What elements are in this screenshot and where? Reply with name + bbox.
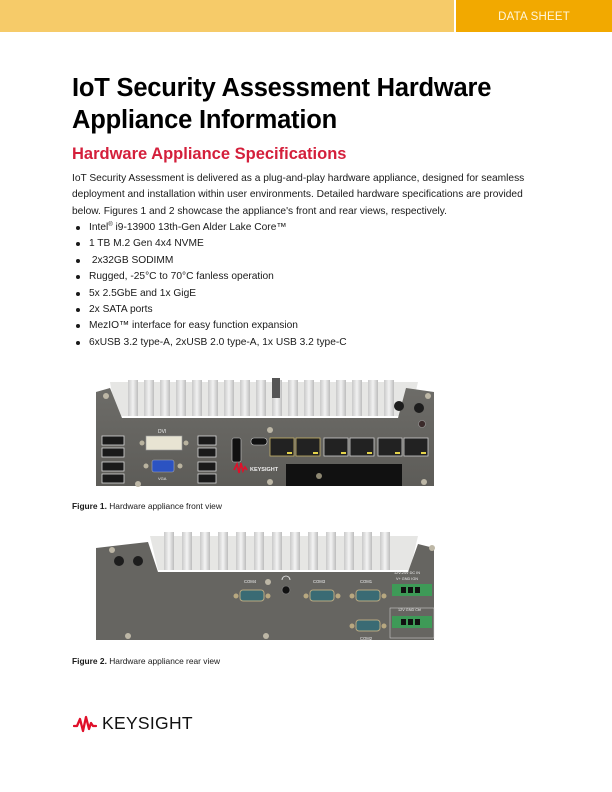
figure-1-caption: Figure 1. Hardware appliance front view: [72, 501, 222, 511]
keysight-wordmark: KEYSIGHT: [102, 713, 193, 733]
bullet-icon: [76, 324, 80, 328]
keysight-logo: [73, 713, 193, 734]
svg-text:KEYSIGHT: KEYSIGHT: [250, 467, 279, 473]
spec-item-storage: 1 TB M.2 Gen 4x4 NVME: [72, 236, 347, 252]
spec-item-usb: 6xUSB 3.2 type-A, 2xUSB 2.0 type-A, 1x USB 3.2 type-C: [72, 335, 347, 351]
figure-front-view-image: [88, 378, 440, 490]
page-title: IoT Security Assessment Hardware Appliance Information: [72, 74, 492, 134]
spec-item-memory: 2x32GB SODIMM: [72, 253, 347, 269]
document-type-badge: [456, 0, 612, 32]
section-heading: Hardware Appliance Specifications: [72, 145, 347, 163]
spec-item-rugged: Rugged, -25°C to 70°C fanless operation: [72, 269, 347, 285]
header-bar: [0, 0, 612, 32]
keysight-wave-icon: [73, 715, 97, 733]
spec-item-mezio: MezIO™ interface for easy function expansion: [72, 318, 347, 334]
document-type-label: DATA SHEET: [498, 10, 570, 23]
svg-text:VGA: VGA: [158, 476, 167, 481]
header-accent-bar: [0, 0, 454, 32]
svg-text:COM1: COM1: [360, 579, 373, 584]
figure-2-caption: Figure 2. Hardware appliance rear view: [72, 656, 221, 666]
bullet-icon: [76, 242, 80, 246]
bullet-icon: [76, 308, 80, 312]
spec-list: [72, 220, 347, 351]
svg-text:COM2: COM2: [360, 636, 373, 641]
bullet-icon: [76, 259, 80, 263]
svg-text:DVI: DVI: [158, 429, 167, 435]
spec-item-sata: 2x SATA ports: [72, 302, 347, 318]
svg-text:12V-24V DC IN: 12V-24V DC IN: [394, 571, 420, 575]
bullet-icon: [76, 292, 80, 296]
spec-item-cpu: Intel® i9-13900 13th-Gen Alder Lake Core™: [72, 220, 347, 236]
bullet-icon: [76, 226, 80, 230]
svg-text:COM4: COM4: [244, 579, 257, 584]
intro-paragraph: IoT Security Assessment is delivered as a plug-and-play hardware appliance, designed for seamless deployment and installation within user environments. Detailed hardware specifications are provided below. Figures 1 and 2 showcase the appliance's front and rear views, respectively.: [72, 173, 525, 217]
figure-rear-view-image: [88, 530, 440, 642]
svg-text:12V GND Ctrl: 12V GND Ctrl: [398, 608, 422, 612]
svg-text:COM3: COM3: [313, 579, 326, 584]
bullet-icon: [76, 341, 80, 345]
spec-item-network: 5x 2.5GbE and 1x GigE: [72, 286, 347, 302]
bullet-icon: [76, 275, 80, 279]
svg-text:V+ GND IGN: V+ GND IGN: [396, 577, 419, 581]
